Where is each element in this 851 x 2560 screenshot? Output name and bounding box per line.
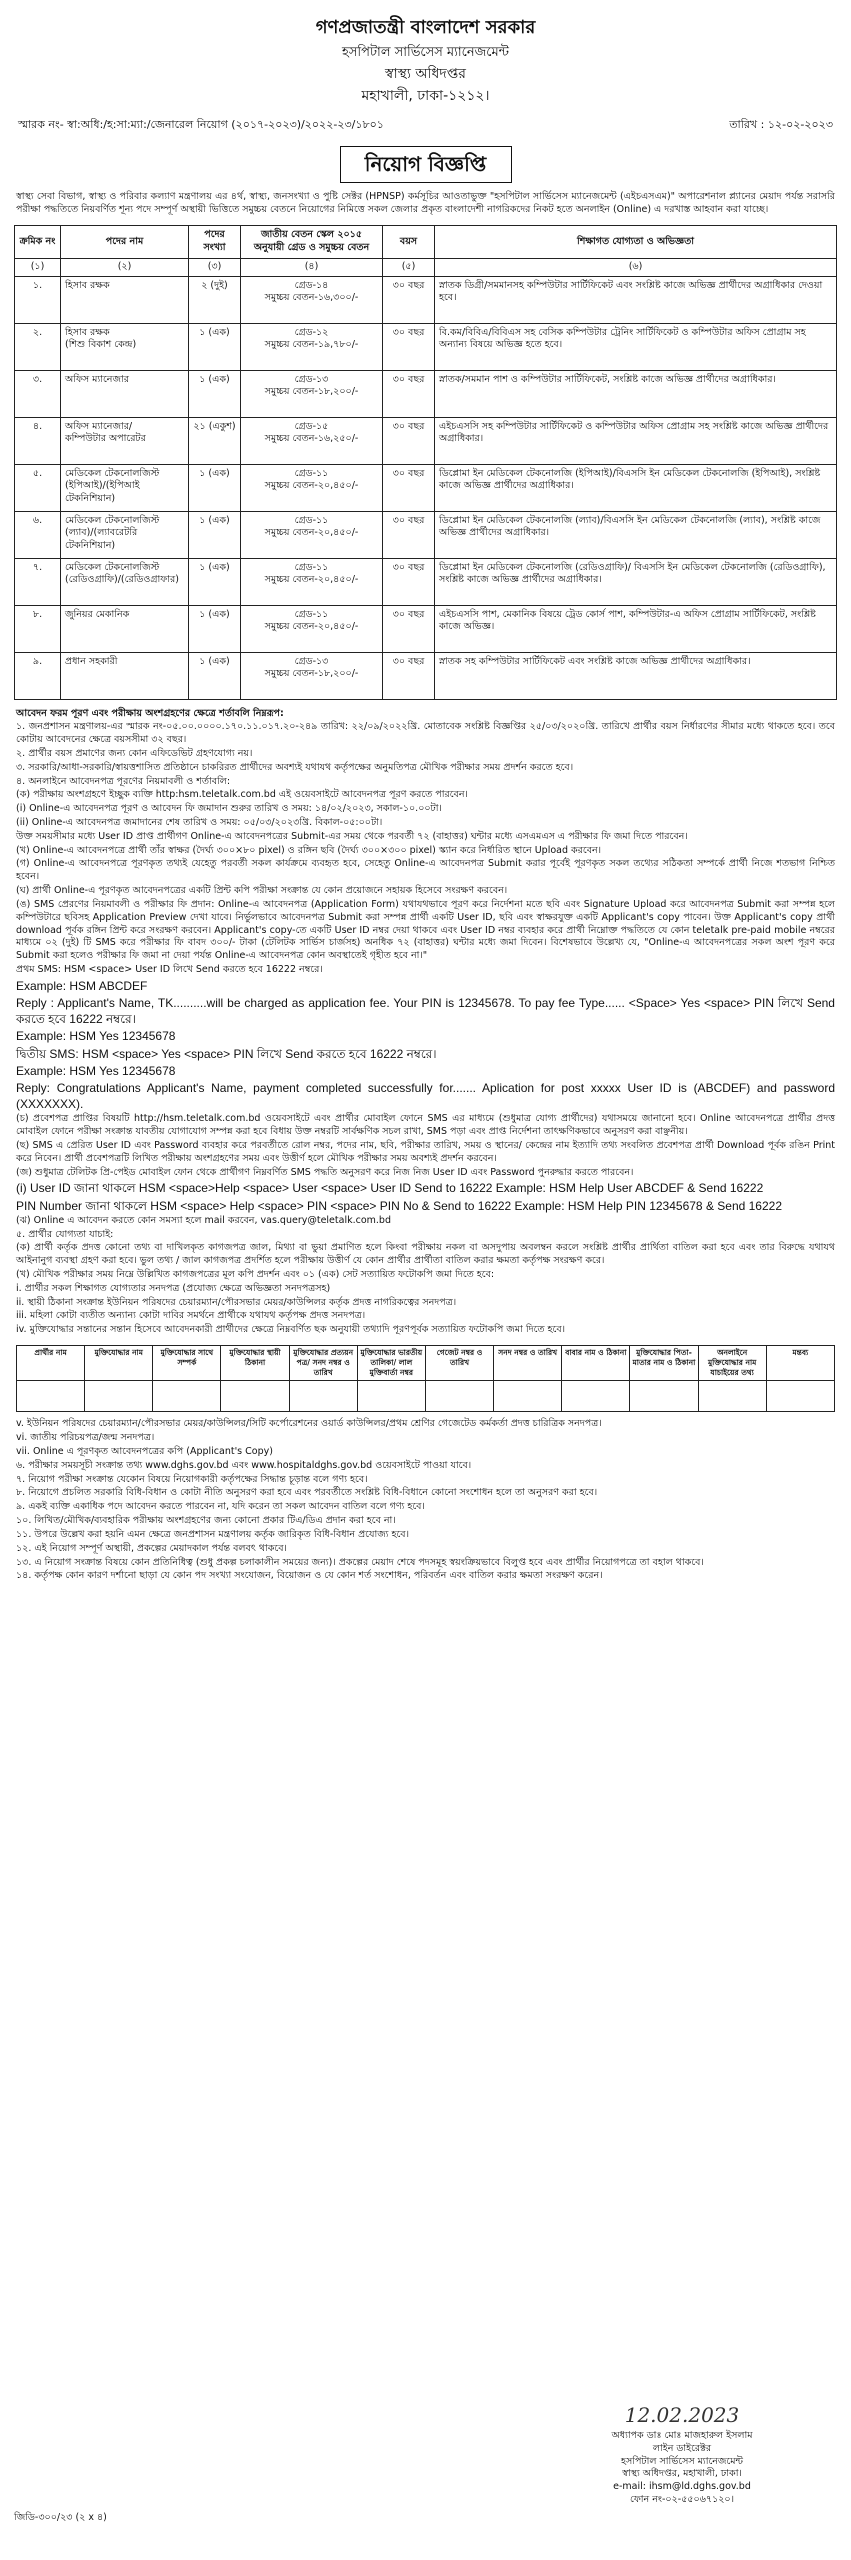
- signatory-program: হসপিটাল সার্ভিসেস ম্যানেজমেন্ট: [620, 2455, 744, 2467]
- row-grade: গ্রেড-১২ সমুচ্চয় বেতন-১৯,৭৮০/-: [241, 323, 383, 370]
- condition-line: ১০. লিখিত/মৌখিক/ব্যবহারিক পরীক্ষায় অংশগ্রহণের জন্য কোনো প্রকার টিএ/ডিএ প্রদান করা হবে না।: [16, 1515, 396, 1527]
- sms-line: Example: HSM Yes 12345678: [16, 1029, 176, 1044]
- condition-line: ৪. অনলাইনে আবেদনপত্র পূরণের নিয়মাবলী ও শর্তাবলি:: [16, 775, 231, 787]
- condition-line: ১. জনপ্রশাসন মন্ত্রণালয়-এর স্মারক নং-০৫.০০.০০০০.১৭০.১১.০১৭.২০-২৪৯ তারিখ: ২২/০৯/২০২২খ্রি. মোতাবেক সংশ্লিষ্ট বিজ্ঞপ্তির ২৫/০৩/২০২০খ্রি. তারিখে প্রার্থীর বয়স নির্ধারণের সীমার মধ্যে থাকতে হবে। তবে কোটায় আবেদনের ক্ষেত্রে বয়সসীমা ৩২ বছর।: [16, 721, 835, 746]
- memo-date: তারিখ : ১২-০২-২০২৩: [729, 117, 833, 131]
- notice-title: নিয়োগ বিজ্ঞপ্তি: [340, 146, 512, 183]
- ff-col-header: গেজেট নম্বর ও তারিখ: [425, 1346, 493, 1381]
- row-count: ২ (দুই): [189, 276, 241, 323]
- row-age: ৩০ বছর: [383, 276, 435, 323]
- condition-line: (ছ) SMS এ প্রেরিত User ID এবং Password ব্যবহার করে পরবর্তীতে রোল নম্বর, পদের নাম, ছবি, পরীক্ষার তারিখ, সময় ও স্থানের/ কেন্দ্রের নাম ইত্যাদি তথ্য সংবলিত প্রবেশপত্র প্রার্থী Download পূর্বক রঙিন Print করে নিবেন। প্রার্থী প্রবেশপত্রটি লিখিত পরীক্ষায় অংশগ্রহণের সময় এবং উত্তীর্ণ হলে মৌখিক পরীক্ষার সময় অবশ্যই প্রদর্শন করবেন।: [16, 1139, 835, 1164]
- ff-empty-cell: [766, 1381, 834, 1412]
- condition-line: iv. মুক্তিযোদ্ধার সন্তানের সন্তান হিসেবে আবেদনকারী প্রার্থীদের ক্ষেত্রে নিম্নবর্ণিত ছক অনুযায়ী তথ্যাদি পূরণপূর্বক সত্যায়িত ফটোকপি জমা দিতে হবে।: [16, 1324, 566, 1336]
- ff-empty-cell: [698, 1381, 766, 1412]
- condition-line: ৫. প্রার্থীর যোগ্যতা যাচাই:: [16, 1228, 114, 1240]
- row-post: জুনিয়র মেকানিক: [61, 605, 189, 652]
- vacancy-row: [15, 370, 837, 417]
- condition-line: (i) Online-এ আবেদনপত্র পূরণ ও আবেদন ফি জমাদান শুরুর তারিখ ও সময়: ১৪/০২/২০২৩, সকাল-১০.০০টা।: [16, 803, 442, 815]
- ff-col-header: মন্তব্য: [766, 1346, 834, 1381]
- ff-empty-cell: [289, 1381, 357, 1412]
- row-post: মেডিকেল টেকনোলজিস্ট (ল্যাব)/(ল্যাবরেটরি টেকনিশিয়ান): [61, 511, 189, 558]
- row-serial: ৮.: [15, 605, 61, 652]
- row-serial: ৪.: [15, 417, 61, 464]
- row-qualification: স্নাতক ডিগ্রী/সমমানসহ কম্পিউটার সার্টিফিকেট এবং সংশ্লিষ্ট কাজে অভিজ্ঞ প্রার্থীদের অগ্রাধিকার দেওয়া হবে।: [435, 276, 837, 323]
- ff-empty-cell: [562, 1381, 630, 1412]
- col-number: (৬): [435, 258, 837, 276]
- row-age: ৩০ বছর: [383, 464, 435, 511]
- row-qualification: এইচএসসি পাশ, মেকানিক বিষয়ে ট্রেড কোর্স পাশ, কম্পিউটার-এ অফিস প্রোগ্রাম সার্টিফিকেট, সংশ্লিষ্ট কাজে অভিজ্ঞ।: [435, 605, 837, 652]
- condition-line: ১৪. কর্তৃপক্ষ কোন কারণ দর্শানো ছাড়া যে কোন পদ সংখ্যা সংযোজন, বিয়োজন ও যে কোন শর্ত সংশোধন, পরিবর্তন এবং বাতিল করার ক্ষমতা সংরক্ষণ করেন।: [16, 1570, 603, 1582]
- directorate-name: স্বাস্থ্য অধিদপ্তর: [385, 65, 466, 82]
- row-age: ৩০ বছর: [383, 511, 435, 558]
- row-age: ৩০ বছর: [383, 417, 435, 464]
- row-qualification: বি.কম/বিবিএ/বিবিএস সহ বেসিক কম্পিউটার ট্রেনিং সার্টিফিকেট ও কম্পিউটার অফিস প্রোগ্রাম সহ অন্যান্য বিষয়ে অভিজ্ঞ হতে হবে।: [435, 323, 837, 370]
- program-name: হসপিটাল সার্ভিসেস ম্যানেজমেন্ট: [342, 45, 509, 61]
- col-count: পদের সংখ্যা: [189, 226, 241, 259]
- condition-line: (খ) মৌখিক পরীক্ষার সময় নিম্নে উল্লিখিত কাগজপত্রের মূল কপি প্রদর্শন এবং ০১ (এক) সেট সত্যায়িত ফটোকপি জমা দিতে হবে:: [16, 1268, 495, 1280]
- condition-line: (ii) Online-এ আবেদনপত্র জমাদানের শেষ তারিখ ও সময়: ০৫/০৩/২০২৩খ্রি. বিকাল-০৫:০০টা।: [16, 817, 383, 829]
- ff-col-header: মুক্তিযোদ্ধার প্রত্যয়ন পত্র/ সনদ নম্বর ও তারিখ: [289, 1346, 357, 1381]
- ff-col-header: মুক্তিযোদ্ধার ভারতীয় তালিকা/ লাল মুক্তিবার্তা নম্বর: [357, 1346, 425, 1381]
- row-serial: ৯.: [15, 652, 61, 699]
- ff-col-header: মুক্তিযোদ্ধার পিতা-মাতার নাম ও ঠিকানা: [630, 1346, 698, 1381]
- conditions-list-3: [16, 1215, 835, 1337]
- condition-line: (ক) পরীক্ষায় অংশগ্রহণে ইচ্ছুক ব্যক্তি http:hsm.teletalk.com.bd এই ওয়েবসাইটে আবেদনপত্র পূরণ করতে পারবেন।: [16, 789, 468, 801]
- row-count: ১ (এক): [189, 511, 241, 558]
- ff-empty-row: [17, 1381, 835, 1412]
- ff-empty-cell: [221, 1381, 289, 1412]
- condition-line: (ঘ) প্রার্থী Online-এ পূরণকৃত আবেদনপত্রের একটি প্রিন্ট কপি পরীক্ষা সংক্রান্ত যে কোন প্রয়োজনে সহায়ক হিসেবে সংরক্ষণ করবেন।: [16, 885, 508, 897]
- condition-line: iii. মহিলা কোটা ব্যতীত অন্যান্য কোটা দাবির সমর্থনে প্রার্থীকে যথাযথ কর্তৃপক্ষ প্রদত্ত সনদপত্র।: [16, 1310, 366, 1322]
- ff-col-header: মুক্তিযোদ্ধার সাথে সম্পর্ক: [153, 1346, 221, 1381]
- ff-empty-cell: [357, 1381, 425, 1412]
- condition-line: (জ) শুধুমাত্র টেলিটক প্রি-পেইড মোবাইল ফোন থেকে প্রার্থীগণ নিম্নবর্ণিত SMS পদ্ধতি অনুসরণ করে নিজ নিজ User ID এবং Password পুনরুদ্ধার করতে পারবেন।: [16, 1166, 634, 1178]
- row-post: অফিস ম্যানেজার: [61, 370, 189, 417]
- vacancy-row: [15, 323, 837, 370]
- row-age: ৩০ বছর: [383, 605, 435, 652]
- vacancy-row: [15, 511, 837, 558]
- row-serial: ৭.: [15, 558, 61, 605]
- row-age: ৩০ বছর: [383, 370, 435, 417]
- recovery-line: (i) User ID জানা থাকলে HSM <space>Help <space> User <space> User ID Send to 16222 Example: HSM Help User ABCDEF & Send 16222: [16, 1181, 764, 1196]
- row-grade: গ্রেড-১৫ সমুচ্চয় বেতন-১৬,২৫০/-: [241, 417, 383, 464]
- sms-line: Reply : Applicant's Name, TK..........will be charged as application fee. Your PIN is 12345678. To pay fee Type...... <Space> Yes <space> PIN লিখে Send করতে হবে 16222 নম্বরে।: [16, 995, 835, 1027]
- row-age: ৩০ বছর: [383, 652, 435, 699]
- condition-line: (চ) প্রবেশপত্র প্রাপ্তির বিষয়টি http://hsm.teletalk.com.bd ওয়েবসাইটে এবং প্রার্থীর মোবাইল ফোনে SMS এর মাধ্যমে (শুধুমাত্র যোগ্য প্রার্থীদের) যথাসময়ে জানানো হবে। Online আবেদনপত্রে প্রার্থীর প্রদত্ত মোবাইল ফোনে পরীক্ষা সংক্রান্ত যাবতীয় যোগাযোগ সম্পন্ন করা হবে বিধায় উক্ত নম্বরটি সার্বক্ষণিক সচল রাখা, SMS পড়া এবং প্রাপ্ত নির্দেশনা তাৎক্ষণিকভাবে অনুসরণ করা বাঞ্ছনীয়।: [16, 1113, 835, 1138]
- row-grade: গ্রেড-১৩ সমুচ্চয় বেতন-১৮,২০০/-: [241, 652, 383, 699]
- condition-line: (গ) Online-এ আবেদনপত্রে পূরণকৃত তথ্যই যেহেতু পরবর্তী সকল কার্যক্রমে ব্যবহৃত হবে, সেহেতু Online-এ আবেদনপত্র Submit করার পূর্বেই পূরণকৃত সকল তথ্যের সঠিকতা সম্পর্কে প্রার্থী নিজে শতভাগ নিশ্চিত হবেন।: [16, 858, 835, 883]
- sms-line: Reply: Congratulations Applicant's Name, payment completed successfully for....... Aplication for post xxxxx User ID is (ABCDEF) and password (XXXXXXX).: [16, 1080, 835, 1112]
- col-age: বয়স: [383, 226, 435, 259]
- ff-col-header: প্রার্থীর নাম: [17, 1346, 85, 1381]
- row-count: ১ (এক): [189, 323, 241, 370]
- ff-empty-cell: [630, 1381, 698, 1412]
- row-qualification: ডিপ্লোমা ইন মেডিকেল টেকনোলজি (ইপিআই)/বিএসসি ইন মেডিকেল টেকনোলজি (ইপিআই), সংশ্লিষ্ট কাজে অভিজ্ঞ প্রার্থীদের অগ্রাধিকার।: [435, 464, 837, 511]
- ff-col-header: সনদ নম্বর ও তারিখ: [494, 1346, 562, 1381]
- conditions-section: [16, 708, 835, 1584]
- row-grade: গ্রেড-১১ সমুচ্চয় বেতন-২০,৪৫০/-: [241, 558, 383, 605]
- condition-line: উক্ত সময়সীমার মধ্যে User ID প্রাপ্ত প্রার্থীগণ Online-এ আবেদনপত্রের Submit-এর সময় থেকে পরবর্তী ৭২ (বাহাত্তর) ঘন্টার মধ্যে এসএমএস এ পরীক্ষার ফি জমা দিতে পারবেন।: [16, 830, 688, 842]
- row-post: হিসাব রক্ষক (শিশু বিকাশ কেন্দ্র): [61, 323, 189, 370]
- condition-line: ii. স্থায়ী ঠিকানা সংক্রান্ত ইউনিয়ন পরিষদের চেয়ারম্যান/পৌরসভার মেয়র/কাউন্সিলর কর্তৃক প্রদত্ত নাগরিকত্বের সনদপত্র।: [16, 1296, 457, 1308]
- print-code: জিডি-৩০০/২৩ (২ x ৪): [14, 2512, 107, 2523]
- row-serial: ২.: [15, 323, 61, 370]
- row-serial: ৬.: [15, 511, 61, 558]
- conditions-list-2: [16, 1113, 835, 1179]
- condition-line: ২. প্রার্থীর বয়স প্রমাণের জন্য কোন এফিডেভিট গ্রহণযোগ্য নয়।: [16, 747, 253, 759]
- recovery-instructions: [16, 1180, 835, 1213]
- row-post: মেডিকেল টেকনোলজিস্ট (রেডিওগ্রাফি)/(রেডিওগ্রাফার): [61, 558, 189, 605]
- row-grade: গ্রেড-১১ সমুচ্চয় বেতন-২০,৪৫০/-: [241, 464, 383, 511]
- vacancy-table: [14, 225, 837, 699]
- memo-number: স্মারক নং- স্বা:অধি:/হ:সা:ম্যা:/জেনারেল নিয়োগ (২০১৭-২০২৩)/২০২২-২৩/১৮০১: [18, 117, 384, 131]
- condition-line: ৬. পরীক্ষার সময়সূচী সংক্রান্ত তথ্য www.dghs.gov.bd এবং www.hospitaldghs.gov.bd ওয়েবসাইটে পাওয়া যাবে।: [16, 1459, 472, 1471]
- signatory-name: অধ্যাপক ডাঃ মোঃ মাজহারুল ইসলাম: [611, 2430, 753, 2441]
- vacancy-header-row: [15, 226, 837, 259]
- row-count: ১ (এক): [189, 558, 241, 605]
- sms-instructions: [16, 978, 835, 1113]
- condition-line: প্রথম SMS: HSM <space> User ID লিখে Send করতে হবে 16222 নম্বরে।: [16, 963, 323, 975]
- vacancy-row: [15, 417, 837, 464]
- row-count: ১ (এক): [189, 652, 241, 699]
- conditions-list-4: [16, 1418, 835, 1583]
- row-count: ১ (এক): [189, 370, 241, 417]
- row-post: অফিস ম্যানেজার/ কম্পিউটার অপারেটর: [61, 417, 189, 464]
- condition-line: (ঝ) Online এ আবেদন করতে কোন সমস্যা হলে mail করবেন, vas.query@teletalk.com.bd: [16, 1214, 391, 1226]
- sms-line: Example: HSM Yes 12345678: [16, 1063, 176, 1078]
- row-age: ৩০ বছর: [383, 323, 435, 370]
- office-address: মহাখালী, ঢাকা-১২১২।: [361, 87, 490, 104]
- recovery-line: PIN Number জানা থাকলে HSM <space> Help <space> PIN <space> PIN No & Send to 16222 Example: HSM Help PIN 12345678 & Send 16222: [16, 1198, 783, 1213]
- row-grade: গ্রেড-১১ সমুচ্চয় বেতন-২০,৪৫০/-: [241, 511, 383, 558]
- memo-line: [14, 118, 837, 133]
- ff-col-header: মুক্তিযোদ্ধার নাম: [85, 1346, 153, 1381]
- vacancy-row: [15, 652, 837, 699]
- col-number: (৩): [189, 258, 241, 276]
- row-post: হিসাব রক্ষক: [61, 276, 189, 323]
- row-qualification: ডিপ্লোমা ইন মেডিকেল টেকনোলজি (ল্যাব)/বিএসসি ইন মেডিকেল টেকনোলজি (ল্যাব), সংশ্লিষ্ট কাজে অভিজ্ঞ প্রার্থীদের অগ্রাধিকার।: [435, 511, 837, 558]
- ff-col-header: মুক্তিযোদ্ধার স্থায়ী ঠিকানা: [221, 1346, 289, 1381]
- ff-empty-cell: [153, 1381, 221, 1412]
- signatory-office: স্বাস্থ্য অধিদপ্তর, মহাখালী, ঢাকা।: [622, 2468, 742, 2480]
- ff-empty-cell: [17, 1381, 85, 1412]
- row-post: মেডিকেল টেকনোলজিস্ট (ইপিআই)/(ইপিআই টেকনিশিয়ান): [61, 464, 189, 511]
- col-number: (৪): [241, 258, 383, 276]
- row-serial: ৩.: [15, 370, 61, 417]
- row-grade: গ্রেড-১৩ সমুচ্চয় বেতন-১৮,২০০/-: [241, 370, 383, 417]
- letterhead: [14, 16, 837, 106]
- conditions-list: [16, 721, 835, 976]
- ff-col-header: অনলাইনে মুক্তিযোদ্ধার নাম যাচাইয়ের তথ্য: [698, 1346, 766, 1381]
- sms-line: দ্বিতীয় SMS: HSM <space> Yes <space> PIN লিখে Send করতে হবে 16222 নম্বরে।: [16, 1046, 437, 1061]
- ff-empty-cell: [85, 1381, 153, 1412]
- ff-empty-cell: [494, 1381, 562, 1412]
- col-post: পদের নাম: [61, 226, 189, 259]
- notice-page: [14, 12, 837, 2548]
- condition-line: ১২. এই নিয়োগ সম্পূর্ণ অস্থায়ী, প্রকল্পের মেয়াদকাল পর্যন্ত বলবৎ থাকবে।: [16, 1542, 287, 1554]
- col-number: (৫): [383, 258, 435, 276]
- row-serial: ৫.: [15, 464, 61, 511]
- row-serial: ১.: [15, 276, 61, 323]
- signatory-email: e-mail: ihsm@ld.dghs.gov.bd: [613, 2481, 751, 2493]
- col-number: (২): [61, 258, 189, 276]
- government-name: গণপ্রজাতন্ত্রী বাংলাদেশ সরকার: [315, 17, 536, 38]
- col-serial: ক্রমিক নং: [15, 226, 61, 259]
- signatory-phone: ফোন নং-০২-৫৫০৬৭১২০।: [630, 2494, 734, 2506]
- condition-line: ৭. নিয়োগ পরীক্ষা সংক্রান্ত যেকোন বিষয়ে নিয়োগকারী কর্তৃপক্ষের সিদ্ধান্ত চূড়ান্ত বলে গণ্য হবে।: [16, 1473, 368, 1485]
- row-age: ৩০ বছর: [383, 558, 435, 605]
- vacancy-row: [15, 464, 837, 511]
- handwritten-signature: 12.02.2023: [624, 2403, 740, 2427]
- condition-line: i. প্রার্থীর সকল শিক্ষাগত যোগ্যতার সনদপত্র (প্রযোজ্য ক্ষেত্রে অভিজ্ঞতা সনদপত্রসহ): [16, 1282, 331, 1294]
- condition-line: vi. জাতীয় পরিচয়পত্র/জন্ম সনদপত্র।: [16, 1432, 155, 1444]
- condition-line: ৩. সরকারি/আধা-সরকারি/স্বায়ত্তশাসিত প্রতিষ্ঠানে চাকরিরত প্রার্থীদের অবশ্যই যথাযথ কর্তৃপক্ষের অনুমতিপত্র মৌখিক পরীক্ষার সময় প্রদর্শন করতে হবে।: [16, 761, 574, 773]
- condition-line: (ঙ) SMS প্রেরণের নিয়মাবলী ও পরীক্ষার ফি প্রদান: Online-এ আবেদনপত্র (Application Form) যথাযথভাবে পূরণ করে নির্দেশনা মতে ছবি এবং Signature Upload করে আবেদনপত্র Submit করা সম্পন্ন হলে কম্পিউটারে ছবিসহ Application Preview দেখা যাবে। নির্ভুলভাবে আবেদনপত্র Submit করা সম্পন্ন প্রার্থী একটি User ID, ছবি এবং স্বাক্ষরযুক্ত একটি Applicant's copy পাবেন। উক্ত Applicant's copy প্রার্থী download পূর্বক রঙ্গিন প্রিন্ট করে সংরক্ষণ করবেন। Applicant's copy-তে একটি User ID নম্বর দেয়া থাকবে এবং User ID নম্বর ব্যবহার করে প্রার্থী নিম্নোক্ত পদ্ধতিতে যে কোন teletalk pre-paid mobile নম্বরের মাধ্যমে ০২ (দুই) টি SMS করে পরীক্ষার ফি বাবদ ৩০০/- টাকা (টেলিটক সার্ভিস চার্জসহ) অনধিক ৭২ (বাহাত্তর) ঘন্টার মধ্যে জমা দিবেন। বিশেষভাবে উল্লেখ্য যে, "Online-এ আবেদনপত্রের সকল অংশ পূরণ করে Submit করা হলেও পরীক্ষার ফি জমা না দেয়া পর্যন্ত Online-এ আবেদনপত্র কোন অবস্থাতেই গৃহীত হবে না।": [16, 898, 835, 962]
- condition-line: vii. Online এ পূরণকৃত আবেদনপত্রের কপি (Applicant's Copy): [16, 1446, 273, 1458]
- col-qualification: শিক্ষাগত যোগ্যতা ও অভিজ্ঞতা: [435, 226, 837, 259]
- condition-line: ৯. একই ব্যক্তি একাধিক পদে আবেদন করতে পারবেন না, যদি করেন তা সকল আবেদন বাতিল বলে গণ্য হবে।: [16, 1501, 425, 1513]
- row-qualification: স্নাতক/সমমান পাশ ও কম্পিউটার সার্টিফিকেট, সংশ্লিষ্ট কাজে অভিজ্ঞ প্রার্থীদের অগ্রাধিকার।: [435, 370, 837, 417]
- row-post: প্রধান সহকারী: [61, 652, 189, 699]
- conditions-heading: আবেদন ফরম পূরণ এবং পরীক্ষায় অংশগ্রহণের ক্ষেত্রে শর্তাবলি নিম্নরূপ:: [16, 707, 284, 719]
- vacancy-row: [15, 558, 837, 605]
- vacancy-number-row: [15, 258, 837, 276]
- condition-line: ৮. নিয়োগে প্রচলিত সরকারি বিধি-বিধান ও কোটা নীতি অনুসরণ করা হবে এবং পরবর্তীতে সংশ্লিষ্ট বিধি-বিধানে কোনো সংশোধন হলে তা অনুসরণ করা হবে।: [16, 1487, 598, 1499]
- condition-line: ১১. উপরে উল্লেখ করা হয়নি এমন ক্ষেত্রে জনপ্রশাসন মন্ত্রণালয় কর্তৃক জারিকৃত বিধি-বিধান প্রযোজ্য হবে।: [16, 1528, 409, 1540]
- row-qualification: ডিপ্লোমা ইন মেডিকেল টেকনোলজি (রেডিওগ্রাফি)/ বিএসসি ইন মেডিকেল টেকনোলজি (রেডিওগ্রাফি), সংশ্লিষ্ট কাজে অভিজ্ঞ প্রার্থীদের অগ্রাধিকার।: [435, 558, 837, 605]
- row-count: ২১ (একুশ): [189, 417, 241, 464]
- row-qualification: স্নাতক সহ কম্পিউটার সার্টিফিকেট এবং সংশ্লিষ্ট কাজে অভিজ্ঞ প্রার্থীদের অগ্রাধিকার।: [435, 652, 837, 699]
- condition-line: v. ইউনিয়ন পরিষদের চেয়ারম্যান/পৌরসভার মেয়র/কাউন্সিলর/সিটি কর্পোরেশনের ওয়ার্ড কাউন্সিলর/প্রথম শ্রেণির গেজেটেড কর্মকর্তা প্রদত্ত চারিত্রিক সনদপত্র।: [16, 1418, 602, 1430]
- condition-line: ১৩. এ নিয়োগ সংক্রান্ত বিষয়ে কোন প্রতিনিধিত্ব (শুধু প্রকল্প চলাকালীন সময়ের জন্য)। প্রকল্পের মেয়াদ শেষে পদসমূহ স্বয়ংক্রিয়ভাবে বিলুপ্ত হবে এবং প্রার্থীর নিয়োগপত্রে তা বহাল থাকবে।: [16, 1556, 704, 1568]
- row-count: ১ (এক): [189, 605, 241, 652]
- signatory-role: লাইন ডাইরেক্টর: [652, 2442, 712, 2454]
- row-qualification: এইচএসসি সহ কম্পিউটার সার্টিফিকেট ও কম্পিউটার অফিস প্রোগ্রাম সহ সংশ্লিষ্ট কাজে অভিজ্ঞ প্রার্থীদের অগ্রাধিকার।: [435, 417, 837, 464]
- vacancy-row: [15, 605, 837, 652]
- row-grade: গ্রেড-১৪ সমুচ্চয় বেতন-১৬,৩০০/-: [241, 276, 383, 323]
- ff-header-row: [17, 1346, 835, 1381]
- notice-intro: স্বাস্থ্য সেবা বিভাগ, স্বাস্থ্য ও পরিবার কল্যাণ মন্ত্রণালয় এর ৪র্থ, স্বাস্থ্য, জনসংখ্যা ও পুষ্টি সেক্টর (HPNSP) কর্মসূচির আওতাভুক্ত "হসপিটাল সার্ভিসেস ম্যানেজমেন্ট (এইচএসএম)" অপারেশনাল প্ল্যানের মেয়াদ পর্যন্ত সরাসরি পরীক্ষা পদ্ধতিতে নিয়বর্ণিত শূন্য পদে সম্পূর্ণ অস্থায়ী ভিত্তিতে সমুচ্চয় বেতনে নিয়োগের নিমিত্তে সকল জেলার প্রকৃত বাংলাদেশী নাগরিকদের নিকট হতে অনলাইন (Online) এ দরখাস্ত আহবান করা যাচ্ছে।: [16, 191, 835, 216]
- vacancy-row: [15, 276, 837, 323]
- condition-line: (খ) Online-এ আবেদনপত্রে প্রার্থী তাঁর স্বাক্ষর (দৈর্ঘ্য ৩০০×৮০ pixel) ও রঙ্গিন ছবি (দৈর্ঘ্য ৩০০×৩০০ pixel) স্ক্যান করে নির্ধারিত স্থানে Upload করবেন।: [16, 844, 602, 856]
- ff-empty-cell: [425, 1381, 493, 1412]
- signature-block: [567, 2402, 797, 2507]
- condition-line: (ক) প্রার্থী কর্তৃক প্রদত্ত কোনো তথ্য বা দাখিলকৃত কাগজপত্র জাল, মিথ্যা বা ভুয়া প্রমাণিত হলে কিংবা পরীক্ষায় নকল বা অসদুপায় অবলম্বন করলে সংশ্লিষ্ট প্রার্থীর প্রার্থিতা বাতিল করা হবে এবং তার বিরুদ্ধে যথাযথ আইনানুগ ব্যবস্থা গ্রহণ করা হবে। ভুল তথ্য / জাল কাগজপত্র প্রদর্শিত হলে পরীক্ষায় উত্তীর্ণ যে কোন প্রার্থীর প্রার্থীতা বাতিল করার ক্ষমতা কর্তৃপক্ষ সংরক্ষণ করে।: [16, 1242, 835, 1267]
- row-grade: গ্রেড-১১ সমুচ্চয় বেতন-২০,৪৫০/-: [241, 605, 383, 652]
- col-grade: জাতীয় বেতন স্কেল ২০১৫ অনুযায়ী গ্রেড ও সমুচ্চয় বেতন: [241, 226, 383, 259]
- row-count: ১ (এক): [189, 464, 241, 511]
- ff-col-header: বাবার নাম ও ঠিকানা: [562, 1346, 630, 1381]
- freedom-fighter-table: [16, 1345, 835, 1412]
- col-number: (১): [15, 258, 61, 276]
- sms-line: Example: HSM ABCDEF: [16, 978, 148, 993]
